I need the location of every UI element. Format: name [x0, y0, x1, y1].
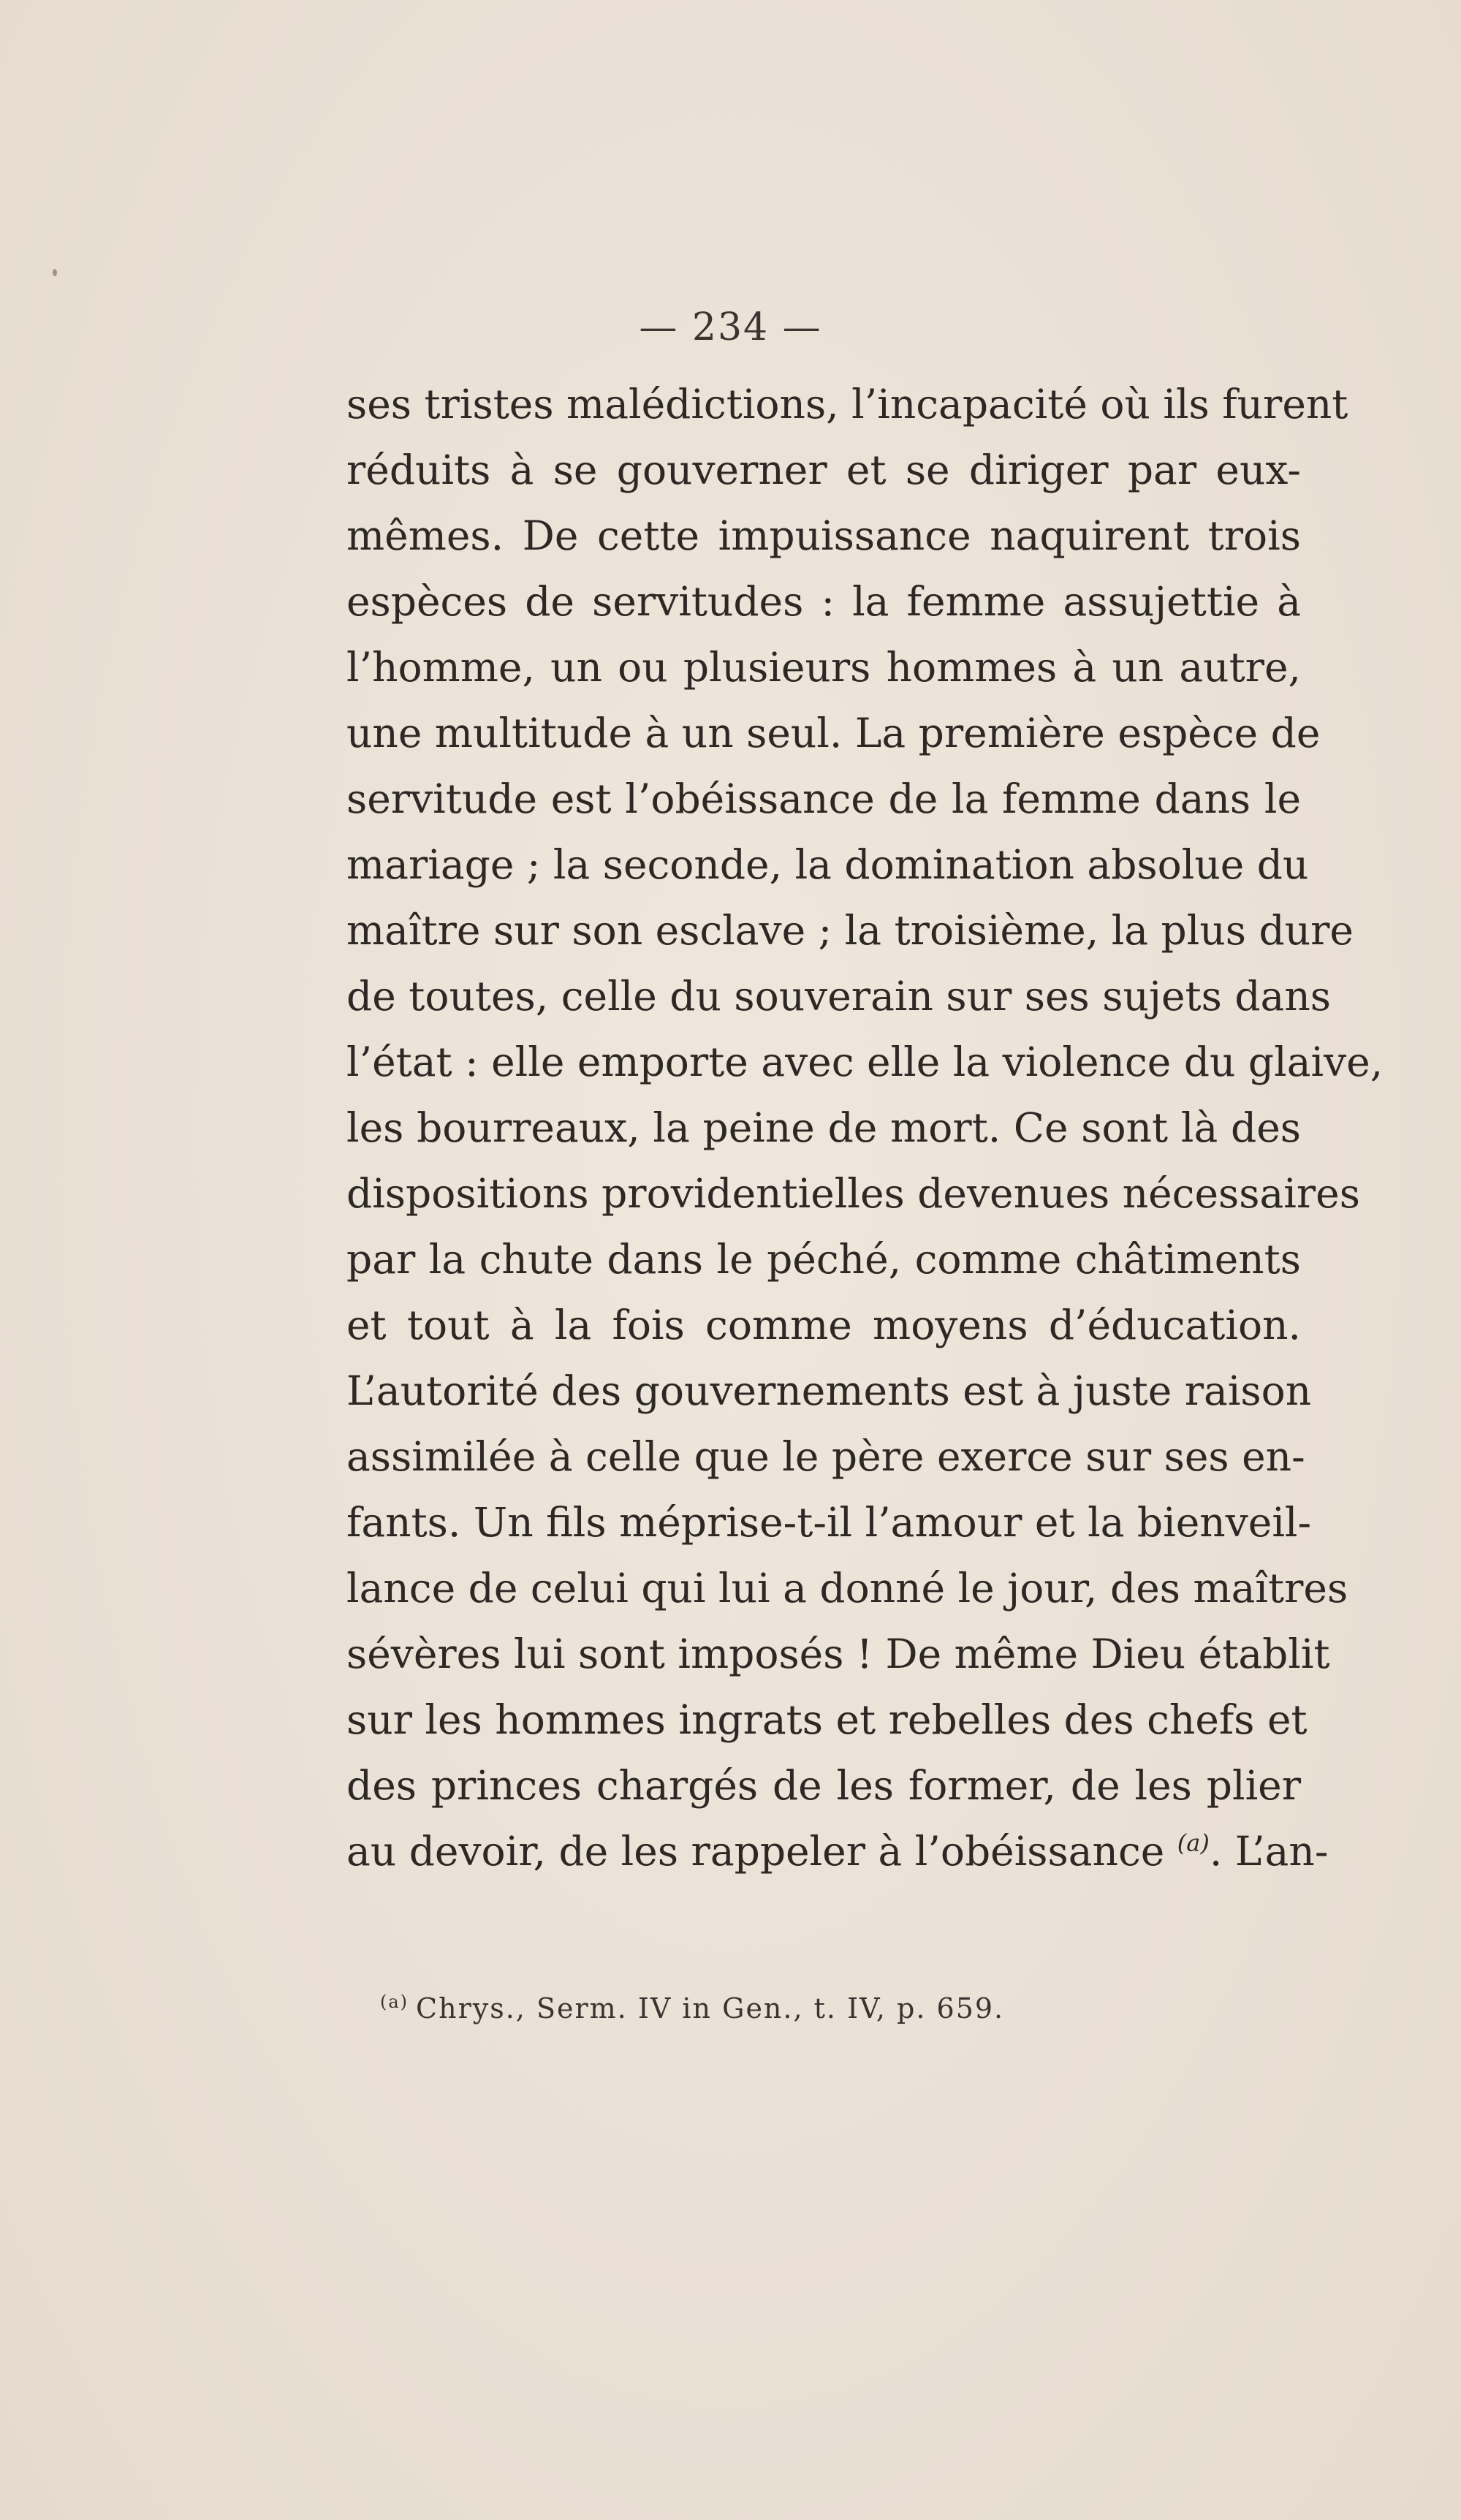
page-number: — 234 — — [639, 305, 822, 349]
text-line: les bourreaux, la peine de mort. Ce sont là des — [346, 1104, 1301, 1151]
text-line: par la chute dans le péché, comme châtiments — [346, 1236, 1301, 1283]
text-line: une multitude à un seul. La première espèce de — [346, 710, 1321, 756]
text-line: réduits à se gouverner et se diriger par eux- — [346, 447, 1301, 493]
text-line: des princes chargés de les former, de les plier — [346, 1762, 1301, 1809]
text-line: sur les hommes ingrats et rebelles des chefs et — [346, 1696, 1308, 1743]
paper-speck — [53, 269, 57, 276]
text-line: ses tristes malédictions, l’incapacité où ils furent — [346, 381, 1348, 428]
footnote-mark: (a) — [380, 1992, 409, 2013]
text-line: assimilée à celle que le père exerce sur ses en- — [346, 1433, 1305, 1480]
text-line: sévères lui sont imposés ! De même Dieu établit — [346, 1631, 1330, 1677]
text-line-last — [346, 1818, 1329, 1884]
footnote-text: Chrys., Serm. IV in Gen., t. IV, p. 659. — [416, 1992, 1005, 2024]
last-line-continuation: . L’an- — [1209, 1828, 1329, 1875]
text-line: mariage ; la seconde, la domination absolue du — [346, 841, 1309, 888]
text-line: l’état : elle emporte avec elle la violence du glaive, — [346, 1039, 1384, 1085]
text-line: dispositions providentielles devenues nécessaires — [346, 1170, 1360, 1217]
text-line: maître sur son esclave ; la troisième, la plus dure — [346, 907, 1354, 954]
text-line: l’homme, un ou plusieurs hommes à un autre, — [346, 644, 1301, 691]
text-line: servitude est l’obéissance de la femme dans le — [346, 775, 1301, 822]
text-line: de toutes, celle du souverain sur ses sujets dans — [346, 973, 1331, 1020]
text-line: et tout à la fois comme moyens d’éducation. — [346, 1302, 1301, 1348]
text-line: mêmes. De cette impuissance naquirent trois — [346, 512, 1301, 559]
last-line-text: au devoir, de les rappeler à l’obéissance — [346, 1828, 1165, 1875]
footnote-reference[interactable]: (a) — [1177, 1829, 1210, 1857]
footnote — [380, 1992, 1004, 2024]
body-text — [346, 371, 1384, 1884]
text-line: fants. Un fils méprise-t-il l’amour et la bienveil- — [346, 1499, 1312, 1546]
text-line: lance de celui qui lui a donné le jour, des maîtres — [346, 1565, 1348, 1612]
text-line: espèces de servitudes : la femme assujettie à — [346, 578, 1301, 625]
text-line: L’autorité des gouvernements est à juste raison — [346, 1367, 1312, 1414]
